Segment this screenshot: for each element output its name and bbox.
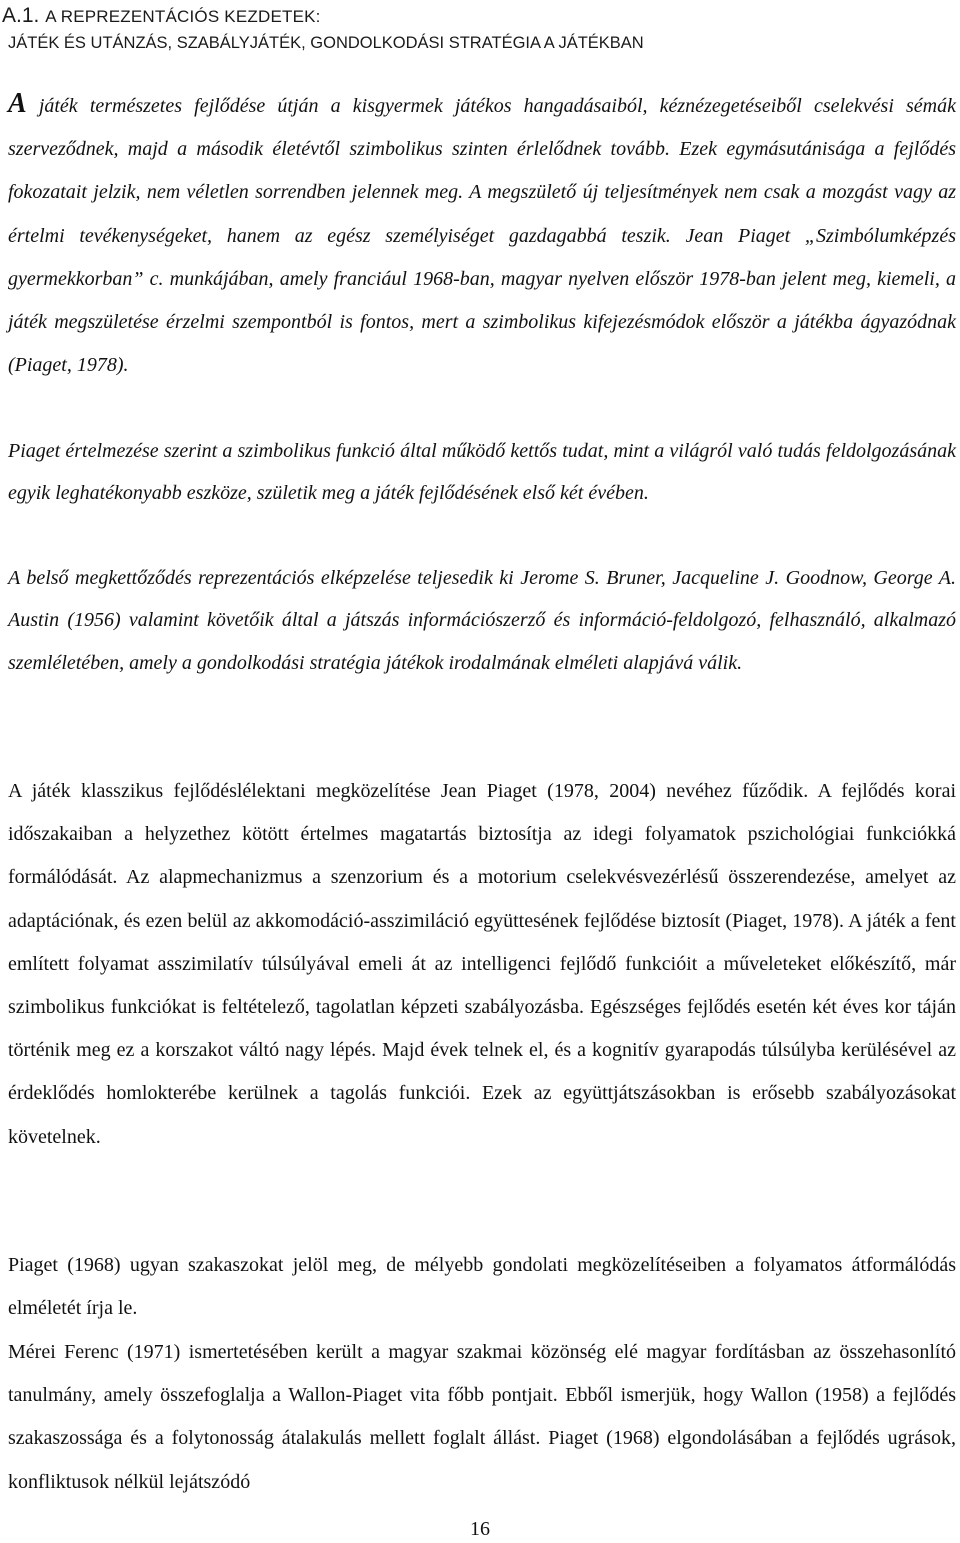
paragraph-intro bbox=[8, 85, 956, 387]
section-heading bbox=[2, 4, 321, 29]
paragraph-bruner: A belső megkettőződés reprezentációs elképzelése teljesedik ki Jerome S. Bruner, Jacqueline J. Goodnow, George A. Austin (1956) valamint követőik által a játszás információszerző és információ-feldolgozó, felhasználó, alkalmazó szemléletében, amely a gondolkodási stratégia játékok irodalmának elméleti alapjává válik. bbox=[8, 567, 956, 674]
section-title: A REPREZENTÁCIÓS KEZDETEK: bbox=[45, 7, 321, 26]
paragraph-intro-text: játék természetes fejlődése útján a kisgyermek játékos hangadásaiból, kéznézegetéseiből cselekvési sémák szerveződnek, majd a második életévtől szimbolikus szinten érlelődnek tovább. Ezek egymásutánisága a fejlődés fokozatait jelzik, nem véletlen sorrendben jelennek meg. A megszülető új teljesítmények nem csak a mozgást vagy az értelmi tevékenységeket, hanem az egész személyiséget gazdagabbá teszik. Jean Piaget „Szimbólumképzés gyermekkorban” c. munkájában, amely franciául 1968-ban, magyar nyelven először 1978-ban jelent meg, kiemeli, a játék megszületése érzelmi szempontból is fontos, mert a szimbolikus kifejezésmódok először a játékba ágyazódnak (Piaget, 1978). bbox=[8, 95, 956, 377]
paragraph-piaget-symbolic: Piaget értelmezése szerint a szimbolikus funkció által működő kettős tudat, mint a világról való tudás feldolgozásának egyik leghatékonyabb eszköze, születik meg a játék fejlődésének első két évében. bbox=[8, 440, 956, 505]
section-number: A.1. bbox=[2, 4, 40, 27]
paragraph-stages: Piaget (1968) ugyan szakaszokat jelöl meg, de mélyebb gondolati megközelítéseiben a folyamatos átformálódás elméletét írja le. bbox=[8, 1254, 956, 1320]
page-number: 16 bbox=[470, 1518, 490, 1540]
drop-initial: A bbox=[8, 88, 27, 119]
paragraph-classic-approach: A játék klasszikus fejlődéslélektani megközelítése Jean Piaget (1978, 2004) nevéhez fűződik. A fejlődés korai időszakaiban a helyzethez kötött értelmes magatartás biztosítja az idegi folyamatok pszichológiai funkciókká formálódását. Az alapmechanizmus a szenzorium és a motorium cselekvésvezérlésű összerendezése, amelyet az adaptációnak, és ezen belül az akkomodáció-asszimiláció együttesének fejlődése biztosít (Piaget, 1978). A játék a fent említett folyamat asszimilatív túlsúlyával emeli át az intelligenci fejlődő funkcióit a műveleteket előkészítő, már szimbolikus funkciókat is feltételező, tagolatlan képzeti szabályozásba. Egészséges fejlődés esetén két éves kor táján történik meg ez a korszakot váltó nagy lépés. Majd évek telnek el, és a kognitív gyarapodás túlsúlyba kerülésével az érdeklődés homlokterébe kerülnek a tagolás funkciói. Ezek az együttjátszásokban is erősebb szabályozásokat követelnek. bbox=[8, 780, 956, 1148]
paragraph-merei: Mérei Ferenc (1971) ismertetésében került a magyar szakmai közönség elé magyar fordításban az összehasonlító tanulmány, amely összefoglalja a Wallon-Piaget vita főbb pontjait. Ebből ismerjük, hogy Wallon (1958) a fejlődés szakaszossága és a folytonosság átalakulás mellett foglalt állást. Piaget (1968) elgondolásában a fejlődés ugrások, konfliktusok nélkül lejátszódó bbox=[8, 1341, 956, 1493]
section-subtitle: JÁTÉK ÉS UTÁNZÁS, SZABÁLYJÁTÉK, GONDOLKODÁSI STRATÉGIA A JÁTÉKBAN bbox=[8, 34, 644, 52]
